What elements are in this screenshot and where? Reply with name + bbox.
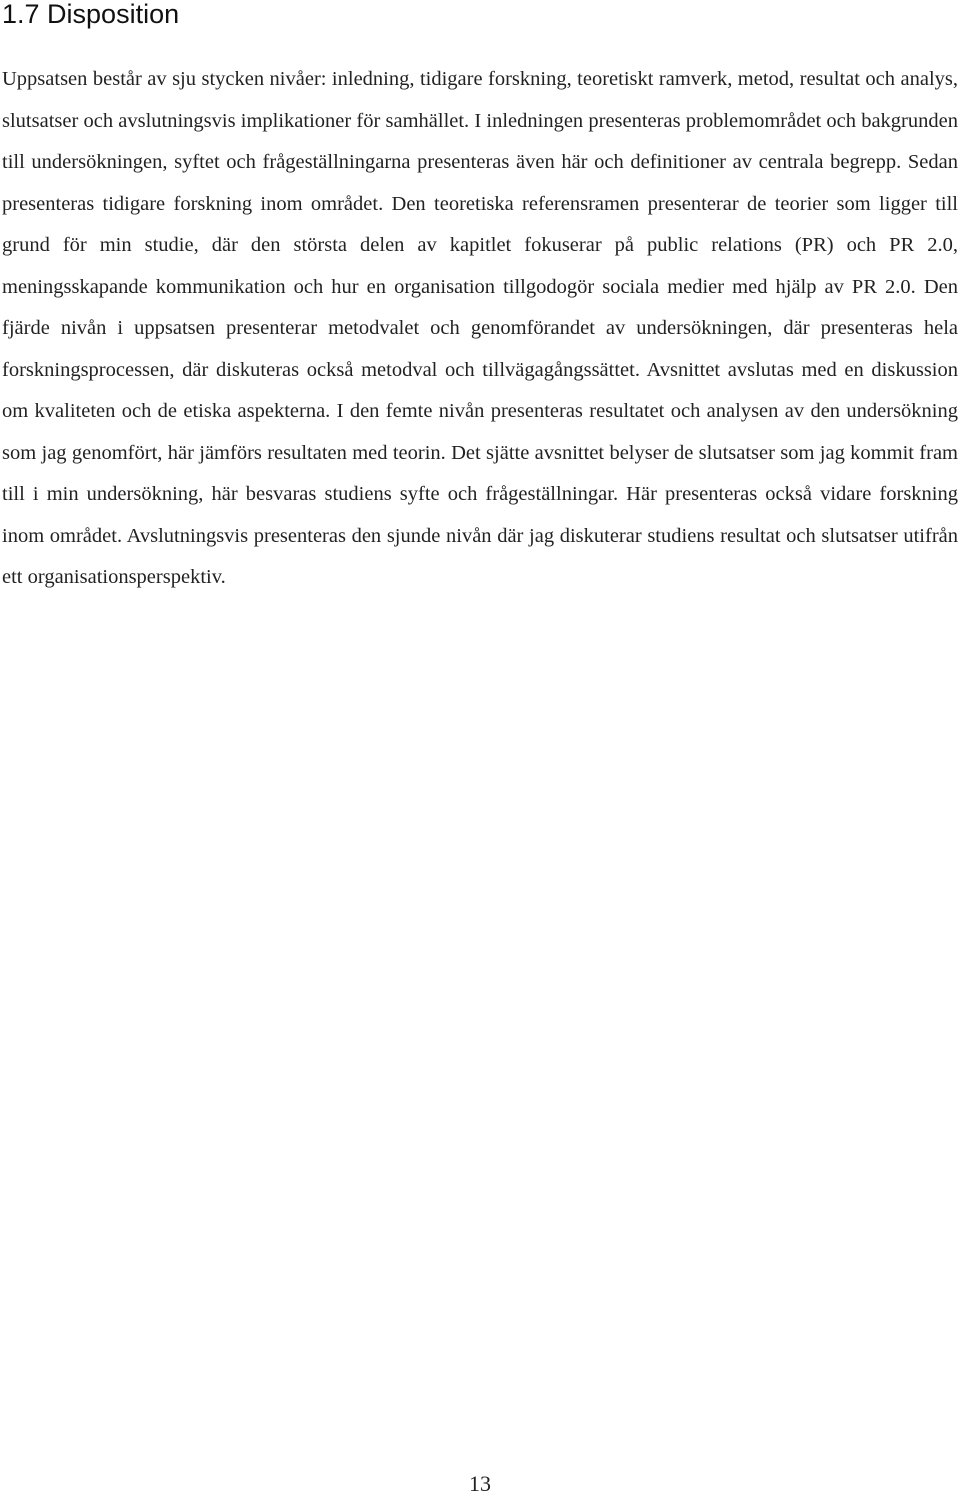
section-heading: 1.7 Disposition: [2, 0, 180, 29]
body-paragraph: Uppsatsen består av sju stycken nivåer: inledning, tidigare forskning, teoretiskt ramverk, metod, resultat och analys, slutsatser och avslutningsvis implikationer för samhället. I inledningen presenteras problemområdet och bakgrunden till undersökningen, syftet och frågeställningarna presenteras även här och definitioner av centrala begrepp. Sedan presenteras tidigare forskning inom området. Den teoretiska referensramen presenterar de teorier som ligger till grund för min studie, där den största delen av kapitlet fokuserar på public relations (PR) och PR 2.0, meningsskapande kommunikation och hur en organisation tillgodogör sociala medier med hjälp av PR 2.0. Den fjärde nivån i uppsatsen presenterar metodvalet och genomförandet av undersökningen, där presenteras hela forskningsprocessen, där diskuteras också metodval och tillvägagångssättet. Avsnittet avslutas med en diskussion om kvaliteten och de etiska aspekterna. I den femte nivån presenteras resultatet och analysen av den undersökning som jag genomfört, här jämförs resultaten med teorin. Det sjätte avsnittet belyser de slutsatser som jag kommit fram till i min undersökning, här besvaras studiens syfte och frågeställningar. Här presenteras också vidare forskning inom området. Avslutningsvis presenteras den sjunde nivån där jag diskuterar studiens resultat och slutsatser utifrån ett organisationsperspektiv.: [2, 68, 958, 588]
page-number: 13: [469, 1471, 491, 1496]
